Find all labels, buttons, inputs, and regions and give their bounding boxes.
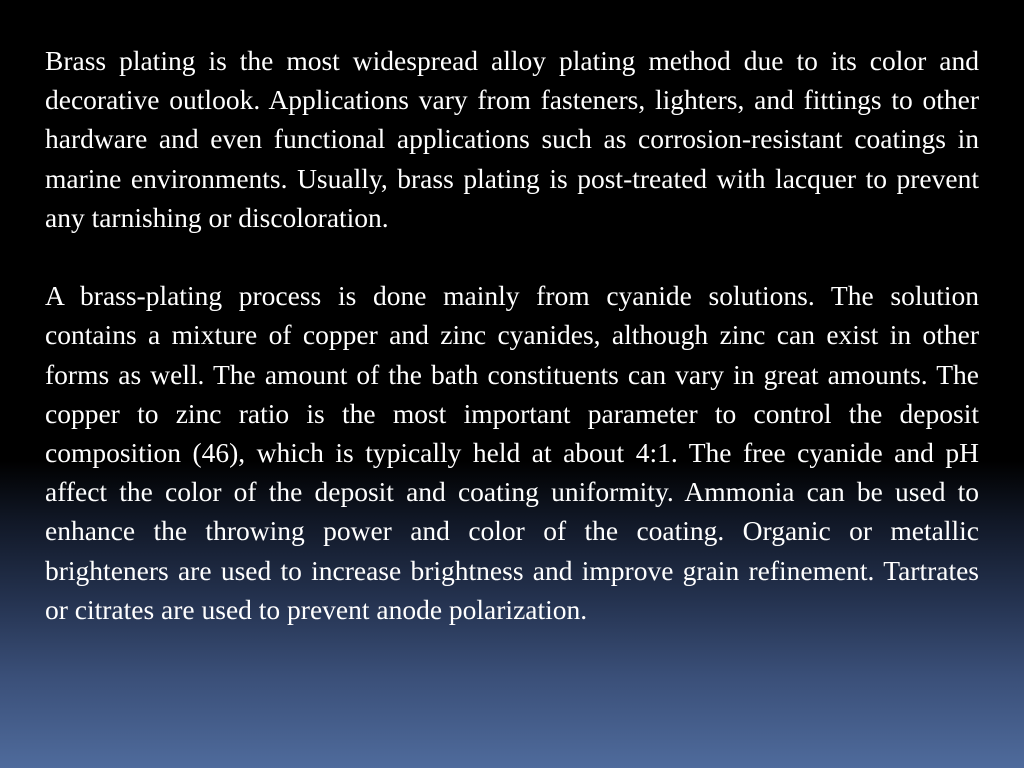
slide-body [45,41,979,629]
paragraph-brass-plating-process: A brass-plating process is done mainly from cyanide solutions. The solution contains a mixture of copper and zinc cyanides, although zinc can exist in other forms as well. The amount of the bath constituents can vary in great amounts. The copper to zinc ratio is the most important parameter to control the deposit composition (46), which is typically held at about 4:1. The free cyanide and pH affect the color of the deposit and coating uniformity. Ammonia can be used to enhance the throwing power and color of the coating. Organic or metallic brighteners are used to increase brightness and improve grain refinement. Tartrates or citrates are used to prevent anode polarization. [45,280,979,625]
paragraph-brass-plating-overview: Brass plating is the most widespread alloy plating method due to its color and decorative outlook. Applications vary from fasteners, lighters, and fittings to other hardware and even functional applications such as corrosion-resistant coatings in marine environments. Usually, brass plating is post-treated with lacquer to prevent any tarnishing or discoloration. [45,45,979,233]
